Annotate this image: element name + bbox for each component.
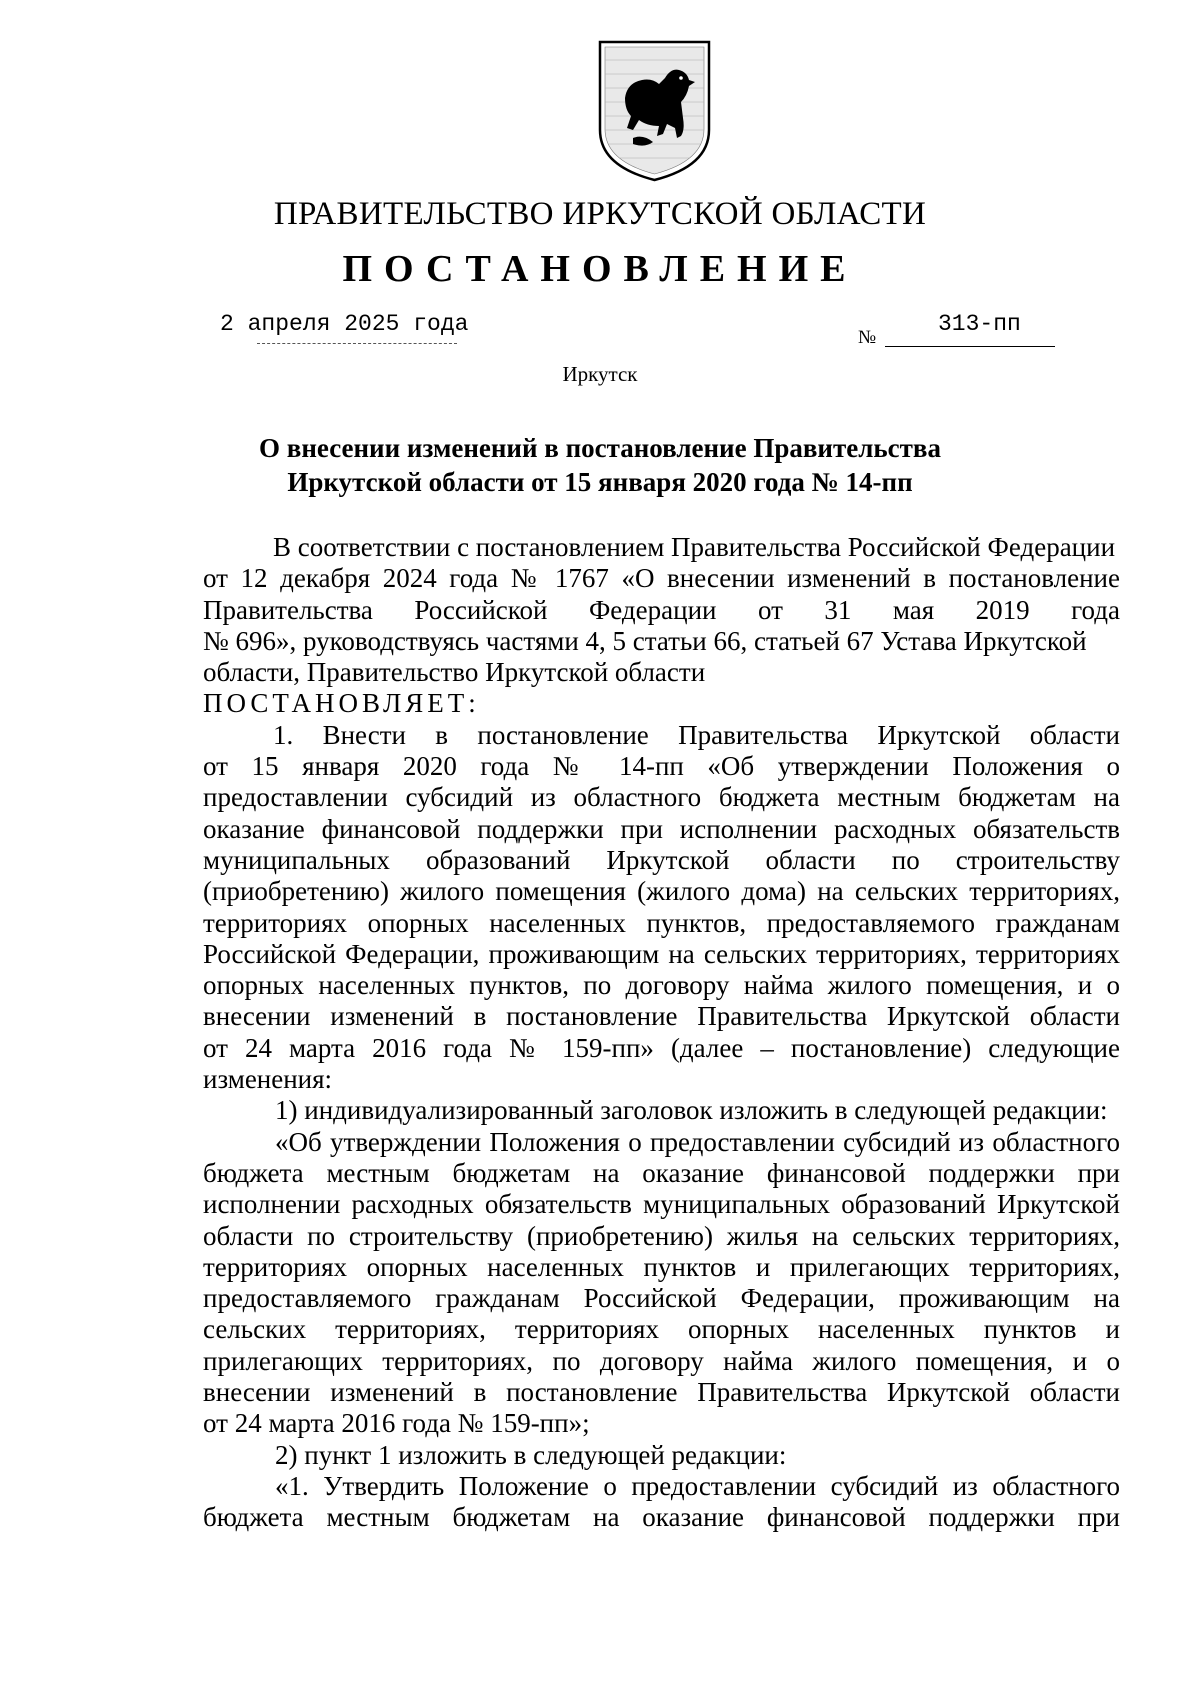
- text-line: 2) пункт 1 изложить в следующей редакции:: [275, 1439, 787, 1470]
- text-line: № 696», руководствуясь частями 4, 5 статьи 66, статьей 67 Устава Иркутской: [203, 625, 1087, 656]
- text-line: от 15 января 2020 года № 14-пп «Об утверждении Положения о: [203, 751, 1120, 782]
- text-line: Правительства Российской Федерации от 31 мая 2019 года: [203, 594, 1120, 625]
- city-name: Иркутск: [562, 362, 638, 386]
- text-line: ПОСТАНОВЛЯЕТ:: [203, 688, 480, 719]
- text-line: Российской Федерации, проживающим на сельских территориях, территориях: [203, 938, 1120, 969]
- text-line: «1. Утвердить Положение о предоставлении субсидий из областного: [275, 1470, 1120, 1501]
- text-line: изменения:: [203, 1064, 333, 1095]
- text-line: исполнении расходных обязательств муниципальных образований Иркутской: [203, 1189, 1120, 1220]
- document-type: ПОСТАНОВЛЕНИЕ: [342, 248, 858, 290]
- text-line: муниципальных образований Иркутской области по строительству: [203, 844, 1120, 875]
- coat-of-arms-icon: [597, 38, 712, 183]
- text-line: бюджета местным бюджетам на оказание финансовой поддержки при: [203, 1157, 1120, 1188]
- text-line: бюджета местным бюджетам на оказание финансовой поддержки при: [203, 1502, 1120, 1533]
- text-line: оказание финансовой поддержки при исполнении расходных обязательств: [203, 813, 1120, 844]
- text-line: от 24 марта 2016 года № 159-пп»;: [203, 1408, 590, 1439]
- text-line: прилегающих территориях, по договору найма жилого помещения, и о: [203, 1345, 1120, 1376]
- text-line: территориях опорных населенных пунктов, предоставляемого гражданам: [203, 907, 1120, 938]
- text-line: территориях опорных населенных пунктов и прилегающих территориях,: [203, 1251, 1120, 1282]
- text-line: опорных населенных пунктов, по договору найма жилого помещения, и о: [203, 970, 1120, 1001]
- text-line: области по строительству (приобретению) жилья на сельских территориях,: [203, 1220, 1120, 1251]
- heading-line: О внесении изменений в постановление Правительства: [259, 433, 941, 463]
- heading-line: Иркутской области от 15 января 2020 года № 14-пп: [287, 467, 913, 497]
- document-heading: [0, 431, 1200, 499]
- document-number: 313-пп: [938, 311, 1021, 337]
- number-sign: №: [858, 327, 877, 348]
- text-line: предоставлении субсидий из областного бюджета местным бюджетам на: [203, 782, 1120, 813]
- text-line: от 24 марта 2016 года № 159-пп» (далее – постановление) следующие: [203, 1032, 1120, 1063]
- text-line: «Об утверждении Положения о предоставлении субсидий из областного: [275, 1126, 1120, 1157]
- text-line: (приобретению) жилого помещения (жилого дома) на сельских территориях,: [203, 876, 1120, 907]
- text-line: от 12 декабря 2024 года № 1767 «О внесении изменений в постановление: [203, 563, 1120, 594]
- document-body: [203, 532, 1120, 1534]
- text-line: 1) индивидуализированный заголовок изложить в следующей редакции:: [275, 1095, 1108, 1126]
- text-line: области, Правительство Иркутской области: [203, 657, 706, 688]
- text-line: 1. Внести в постановление Правительства Иркутской области: [273, 719, 1120, 750]
- text-line: предоставляемого гражданам Российской Федерации, проживающим на: [203, 1283, 1120, 1314]
- date-underline: [257, 343, 457, 344]
- document-date: 2 апреля 2025 года: [220, 311, 469, 337]
- text-line: сельских территориях, территориях опорных населенных пунктов и: [203, 1314, 1120, 1345]
- coat-of-arms-emblem: [597, 38, 712, 183]
- text-line: внесении изменений в постановление Правительства Иркутской области: [203, 1377, 1120, 1408]
- number-underline: [885, 346, 1055, 347]
- text-line: внесении изменений в постановление Правительства Иркутской области: [203, 1001, 1120, 1032]
- text-line: В соответствии с постановлением Правительства Российской Федерации: [273, 532, 1116, 562]
- government-name: ПРАВИТЕЛЬСТВО ИРКУТСКОЙ ОБЛАСТИ: [273, 196, 927, 232]
